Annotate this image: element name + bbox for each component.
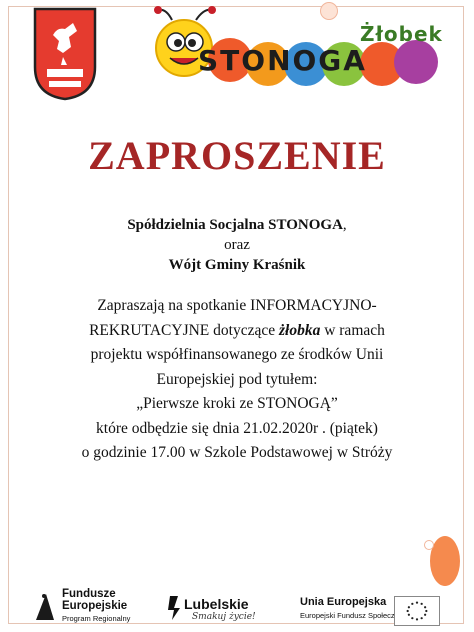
invitation-line-2	[30, 319, 444, 344]
organizer-mayor: Wójt Gminy Kraśnik	[168, 257, 306, 273]
organizer-coop: Spółdzielnia Socjalna STONOGA	[127, 217, 343, 233]
organizer-comma: ,	[342, 217, 347, 233]
funds-name-2: Europejskie	[62, 600, 128, 612]
eu-name: Unia Europejska	[300, 596, 387, 608]
lubelskie-mark-icon	[166, 594, 184, 620]
invitation-line-3: projektu współfinansowanego ze środków Unii	[90, 346, 384, 363]
eu-logo	[300, 596, 450, 626]
invitation-line-2c: w ramach	[320, 321, 385, 339]
funds-star-icon	[34, 590, 56, 622]
eu-flag-icon	[394, 596, 440, 626]
funds-logo	[34, 588, 144, 628]
lubelskie-slogan: Smakuj życie!	[192, 612, 256, 622]
logo-title-zlobek: Żłobek	[360, 22, 443, 46]
organizer-line-1	[0, 215, 474, 235]
invitation-text	[30, 294, 444, 466]
funds-name-1: Fundusze	[62, 588, 116, 600]
funds-name	[62, 588, 127, 612]
page-title: ZAPROSZENIE	[88, 133, 386, 178]
coat-of-arms-icon	[33, 7, 97, 101]
eu-fund: Europejski Fundusz Społeczny	[300, 611, 403, 620]
invitation-keyword: żłobka	[278, 321, 321, 339]
invitation-line-2a: REKRUTACYJNE dotyczące	[89, 321, 279, 339]
invitation-line-4: Europejskiej pod tytułem:	[156, 370, 318, 388]
invitation-line-1: Zapraszają na spotkanie INFORMACYJNO-	[97, 297, 377, 314]
invitation-date: które odbędzie się dnia 21.02.2020r . (piątek)	[96, 419, 378, 437]
lubelskie-name: Lubelskie	[184, 596, 249, 612]
project-title: „Pierwsze kroki ze STONOGĄ”	[136, 395, 338, 412]
invitation-place: o godzinie 17.00 w Szkole Podstawowej w Stróży	[81, 444, 393, 461]
logo-name-stonoga: STONOGA	[198, 44, 367, 77]
decor-small-circle	[424, 540, 434, 550]
lubelskie-logo	[166, 594, 262, 626]
organizer-conjunction: oraz	[224, 237, 250, 253]
organizers-block	[0, 215, 474, 275]
funds-program: Program Regionalny	[62, 614, 131, 623]
decor-orange-oval	[430, 536, 460, 586]
